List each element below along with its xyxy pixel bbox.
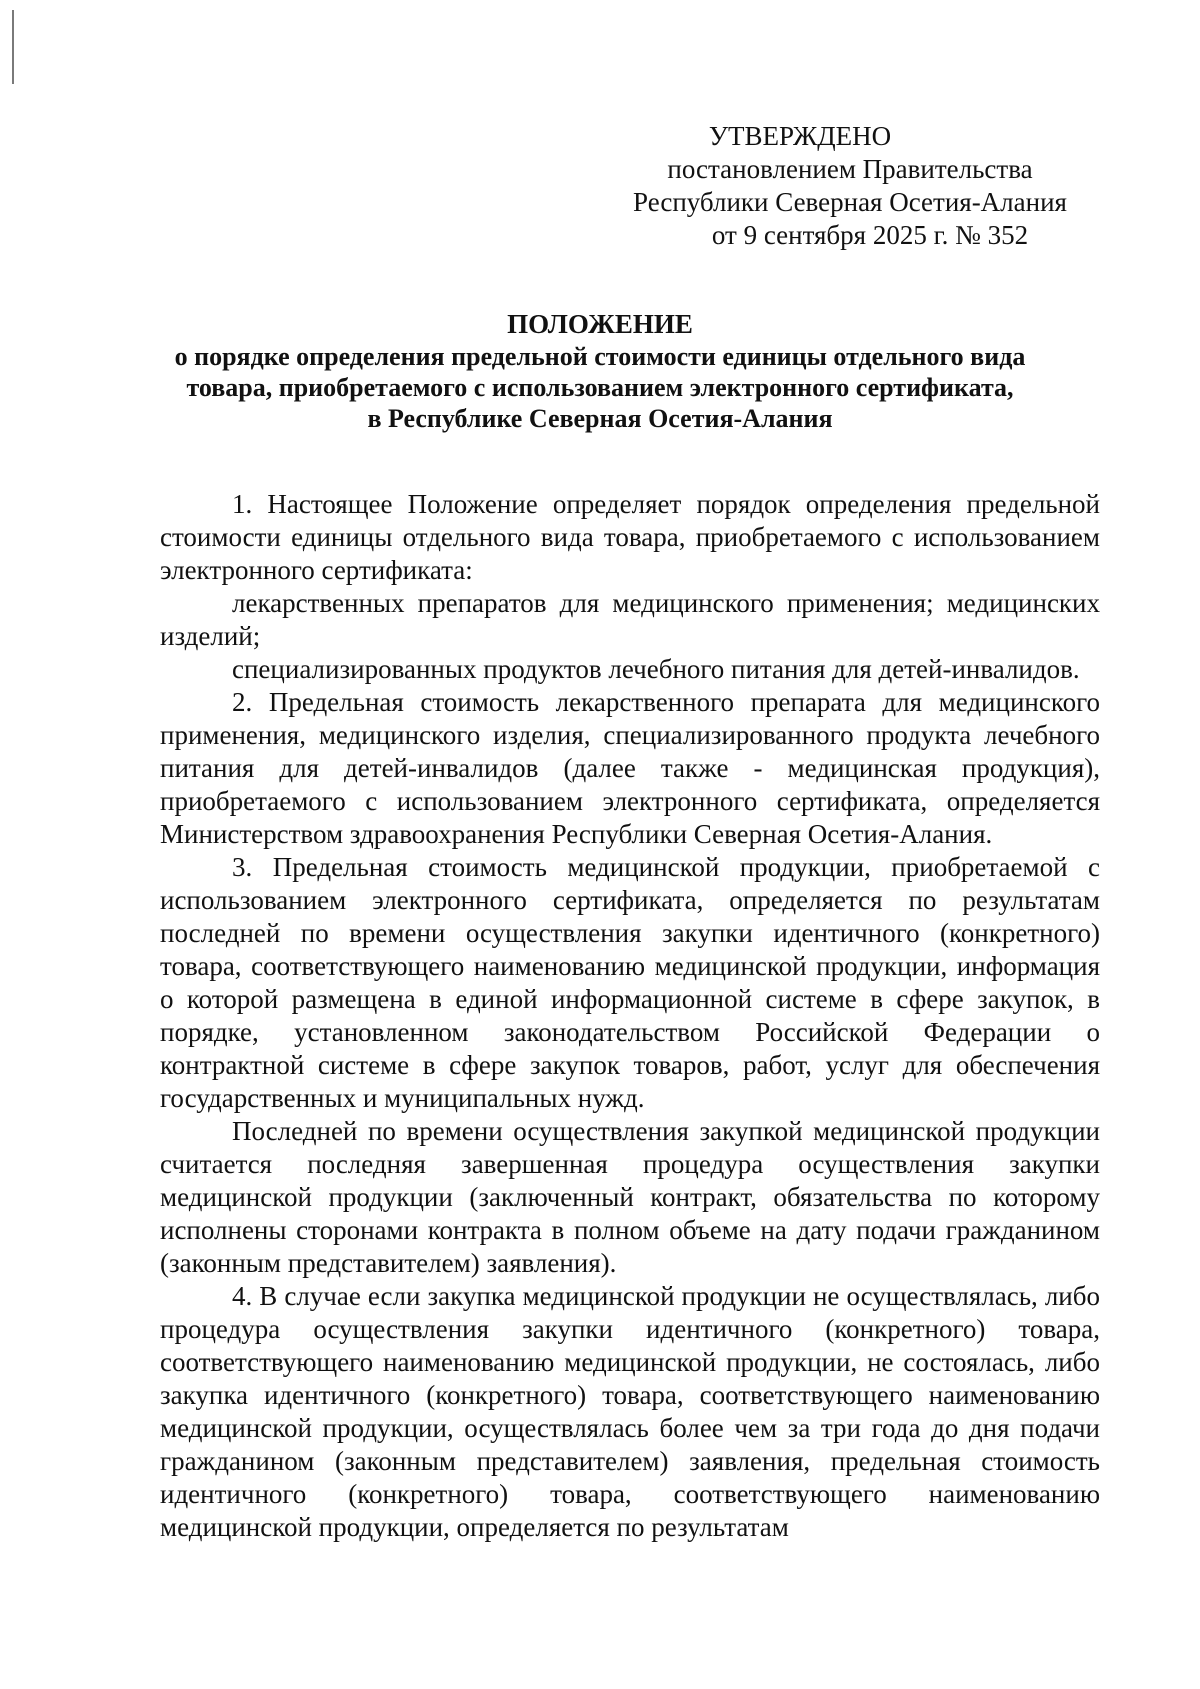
document-subtitle-line-1: о порядке определения предельной стоимости единицы отдельного вида	[174, 342, 1026, 371]
document-subtitle-line-3: в Республике Северная Осетия-Алания	[367, 404, 833, 433]
paragraph-1: 1. Настоящее Положение определяет порядок определения предельной стоимости единицы отдельного вида товара, приобретаемого с использованием электронного сертификата:	[160, 489, 1100, 585]
paragraph-3: 3. Предельная стоимость медицинской продукции, приобретаемой с использованием электронного сертификата, определяется по результатам последней по времени осуществления закупки идентичного (конкретного) товара, соответствующего наименованию медицинской продукции, информация о которой размещена в единой информационной системе в сфере закупок, в порядке, установленном законодательством Российской Федерации о контрактной системе в сфере закупок товаров, работ, услуг для обеспечения государственных и муниципальных нужд.	[160, 852, 1100, 1113]
approval-date-line: от 9 сентября 2025 г. № 352	[711, 220, 1029, 250]
document-title-block	[150, 309, 1050, 434]
approval-by-line: постановлением Правительства	[667, 154, 1033, 184]
document-subtitle-line-2: товара, приобретаемого с использованием электронного сертификата,	[186, 373, 1014, 402]
document-body	[160, 488, 1100, 1544]
paragraph-1-list-item-1: лекарственных препаратов для медицинского применения; медицинских изделий;	[160, 588, 1100, 651]
paragraph-1-list-item-2: специализированных продуктов лечебного питания для детей-инвалидов.	[232, 654, 1080, 684]
approval-stamp-block	[600, 120, 1100, 252]
paragraph-2: 2. Предельная стоимость лекарственного препарата для медицинского применения, медицинского изделия, специализированного продукта лечебного питания для детей-инвалидов (далее также - медицинская продукция), приобретаемого с использованием электронного сертификата, определяется Министерством здравоохранения Республики Северная Осетия-Алания.	[160, 687, 1100, 849]
scan-edge-mark	[12, 10, 14, 84]
approval-heading: УТВЕРЖДЕНО	[708, 121, 892, 151]
document-heading: ПОЛОЖЕНИЕ	[507, 309, 693, 339]
paragraph-3-continuation: Последней по времени осуществления закупкой медицинской продукции считается последняя завершенная процедура осуществления закупки медицинской продукции (заключенный контракт, обязательства по которому исполнены сторонами контракта в полном объеме на дату подачи гражданином (законным представителем) заявления).	[160, 1116, 1100, 1278]
approval-org-line: Республики Северная Осетия-Алания	[633, 187, 1067, 217]
paragraph-4: 4. В случае если закупка медицинской продукции не осуществлялась, либо процедура осуществления закупки идентичного (конкретного) товара, соответствующего наименованию медицинской продукции, не состоялась, либо закупка идентичного (конкретного) товара, соответствующего наименованию медицинской продукции, осуществлялась более чем за три года до дня подачи гражданином (законным представителем) заявления, предельная стоимость идентичного (конкретного) товара, соответствующего наименованию медицинской продукции, определяется по результатам	[160, 1281, 1100, 1542]
